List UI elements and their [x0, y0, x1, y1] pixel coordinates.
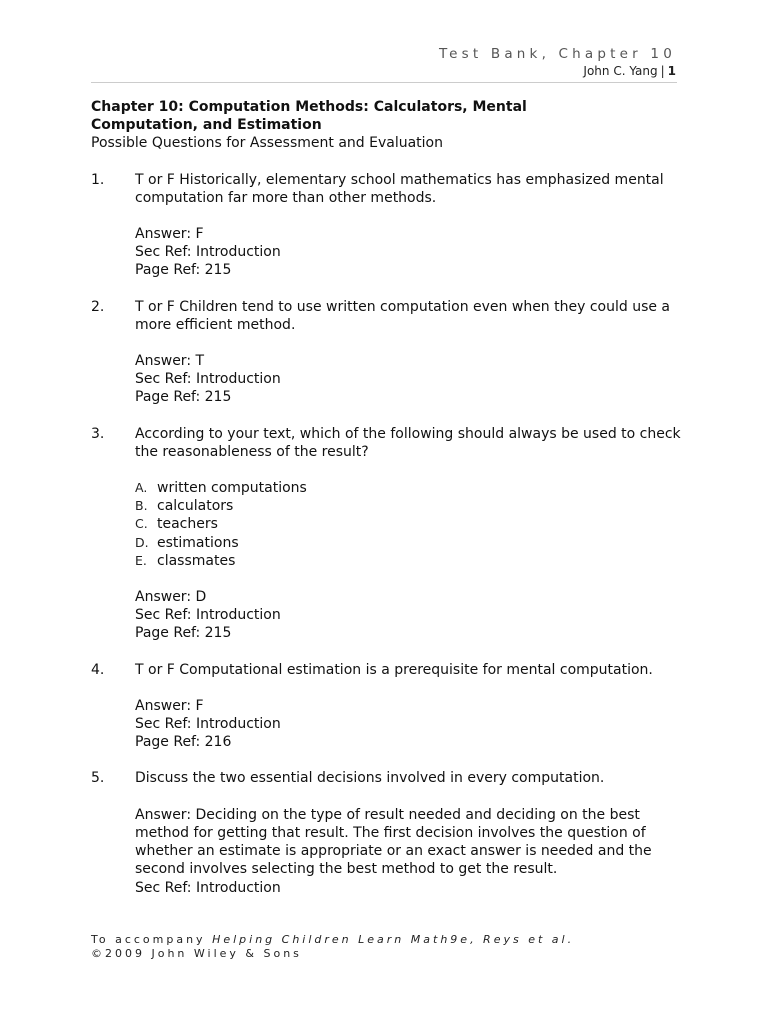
footer-book-title: Helping Children Learn Math: [212, 933, 451, 946]
option-d: [135, 534, 681, 552]
question-1: [91, 171, 681, 207]
header-title: Test Bank, Chapter 10: [438, 46, 676, 62]
option-b: [135, 497, 681, 515]
question-text: According to your text, which of the following should always be used to check the reasonableness of the result?: [135, 425, 681, 460]
option-text: written computations: [157, 480, 307, 497]
sec-ref: Sec Ref: Introduction: [135, 716, 281, 733]
document-body: [91, 98, 681, 897]
chapter-title-line1: Chapter 10: Computation Methods: Calculators, Mental: [91, 99, 527, 115]
question-5: [91, 769, 681, 787]
answer: Answer: Deciding on the type of result needed and deciding on the best method for getting that result. The first decision involves the question of whether an estimate is appropriate or an exact answer is needed and the second involves selecting the best method to get the result.: [135, 806, 652, 878]
question-3-options: [135, 479, 681, 570]
page-footer: [91, 933, 574, 961]
question-number: 1.: [91, 171, 105, 188]
question-number: 2.: [91, 298, 105, 315]
option-e: [135, 552, 681, 570]
sec-ref: Sec Ref: Introduction: [135, 879, 281, 896]
option-text: estimations: [157, 534, 239, 551]
page-number: 1: [667, 64, 676, 78]
question-text: Discuss the two essential decisions involved in every computation.: [135, 770, 605, 787]
answer: Answer: T: [135, 353, 205, 370]
option-letter: B.: [135, 498, 148, 514]
question-text: T or F Computational estimation is a prerequisite for mental computation.: [135, 661, 653, 678]
option-text: classmates: [157, 552, 236, 569]
option-c: [135, 515, 681, 533]
option-text: teachers: [157, 516, 218, 533]
question-2-answer-block: [135, 352, 681, 407]
option-letter: E.: [135, 552, 147, 568]
question-text: T or F Children tend to use written computation even when they could use a more efficient method.: [135, 298, 671, 333]
chapter-subtitle: Possible Questions for Assessment and Evaluation: [91, 135, 443, 152]
option-a: [135, 479, 681, 497]
header-author-page: John C. Yang | 1: [583, 64, 676, 78]
chapter-title-line2: Computation, and Estimation: [91, 117, 322, 134]
question-5-answer-block: [135, 806, 681, 897]
footer-copyright: ©2009 John Wiley & Sons: [91, 947, 302, 960]
option-letter: A.: [135, 480, 148, 496]
question-4: [91, 661, 681, 679]
question-number: 3.: [91, 425, 105, 442]
page-ref: Page Ref: 215: [135, 262, 232, 279]
page-ref: Page Ref: 216: [135, 734, 232, 751]
question-2: [91, 298, 681, 334]
footer-suffix: 9e, Reys et al.: [450, 933, 575, 946]
question-1-answer-block: [135, 225, 681, 280]
footer-line1: [91, 933, 574, 947]
option-text: calculators: [157, 498, 234, 515]
sec-ref: Sec Ref: Introduction: [135, 607, 281, 624]
question-number: 4.: [91, 661, 105, 678]
footer-prefix: To accompany: [91, 933, 213, 946]
question-4-answer-block: [135, 697, 681, 752]
answer: Answer: F: [135, 226, 204, 243]
header-author: John C. Yang: [583, 64, 658, 78]
option-letter: C.: [135, 516, 148, 532]
question-number: 5.: [91, 770, 105, 787]
answer: Answer: F: [135, 697, 204, 714]
sec-ref: Sec Ref: Introduction: [135, 371, 281, 388]
header-divider: [91, 82, 677, 83]
option-letter: D.: [135, 534, 149, 550]
question-3-answer-block: [135, 588, 681, 643]
page-ref: Page Ref: 215: [135, 389, 232, 406]
sec-ref: Sec Ref: Introduction: [135, 244, 281, 261]
answer: Answer: D: [135, 589, 207, 606]
question-3: [91, 425, 681, 461]
question-text: T or F Historically, elementary school mathematics has emphasized mental computation far more than other methods.: [135, 171, 664, 206]
page-ref: Page Ref: 215: [135, 625, 232, 642]
